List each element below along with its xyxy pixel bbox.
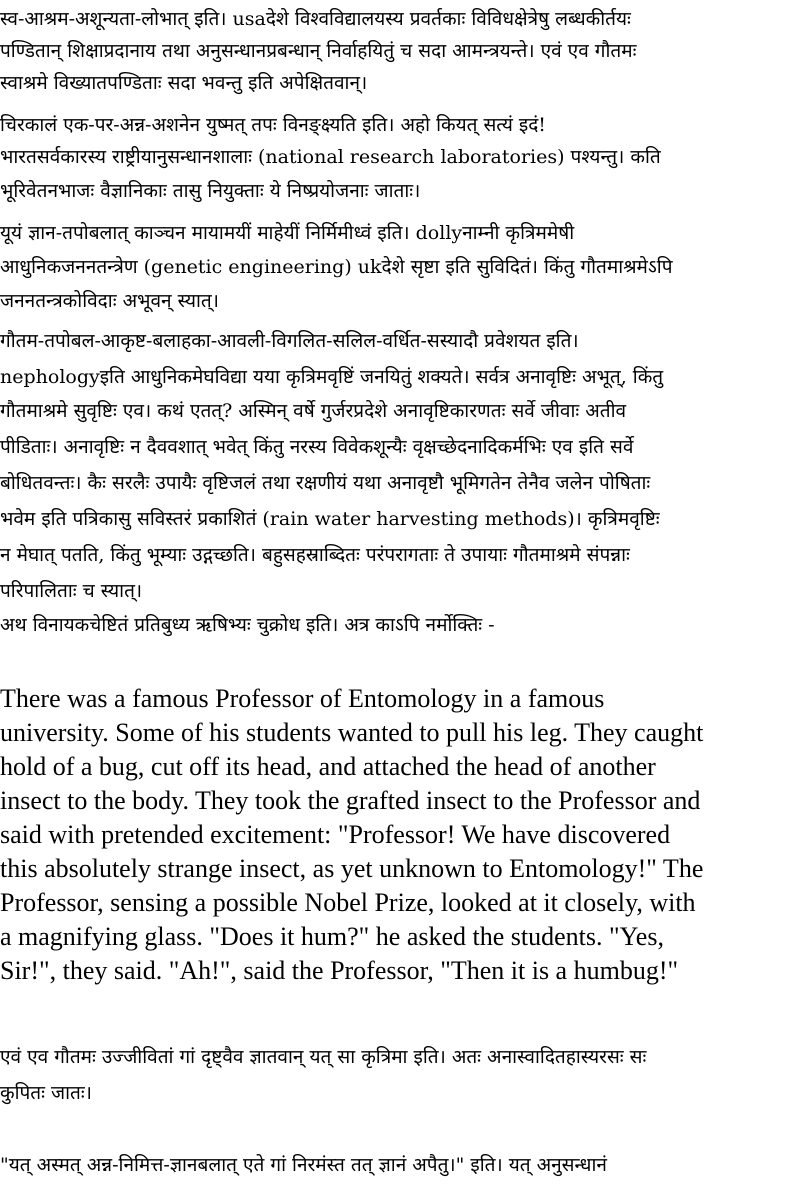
text-line: स्वाश्रमे विख्यातपण्डिताः सदा भवन्तु इति अपेक्षितवान्। xyxy=(0,72,368,94)
text-line: पीडिताः। अनावृष्टिः न दैववशात् भवेत् किंतु नरस्य विवेकशून्यैः वृक्षच्छेदनादिकर्मभिः एव इति सर्वे xyxy=(0,436,634,458)
text-line: भूरिवेतनभाजः वैज्ञानिकाः तासु नियुक्ताः ये निष्प्रयोजनाः जाताः। xyxy=(0,180,421,202)
text-line: भारतसर्वकारस्य राष्ट्रीयानुसन्धानशालाः (national research laboratories) पश्यन्तु। कति xyxy=(0,146,661,168)
text-line: "यत् अस्मत् अन्न-निमित्त-ज्ञानबलात् एते गां निरमंस्त तत् ज्ञानं अपैतु।" इति। यत् अनुसन्धानं xyxy=(0,1154,607,1176)
text-line: आधुनिकजननतन्त्रेण (genetic engineering) ukदेशे सृष्टा इति सुविदितं। किंतु गौतमाश्रमेऽपि xyxy=(0,256,673,278)
text-line: nephologyइति आधुनिकमेघविद्या यया कृत्रिमवृष्टिं जनयितुं शक्यते। सर्वत्र अनावृष्टिः अभूत्, किंतु xyxy=(0,366,664,388)
text-line: a magnifying glass. "Does it hum?" he asked the students. "Yes, xyxy=(0,922,664,951)
text-line: बोधितवन्तः। कैः सरलैः उपायैः वृष्टिजलं तथा रक्षणीयं यथा अनावृष्टौ भूमिगतेन तेनैव जलेन पोषिताः xyxy=(0,472,651,494)
text-line: चिरकालं एक-पर-अन्न-अशनेन युष्मत् तपः विनङ्क्ष्यति इति। अहो कियत् सत्यं इदं! xyxy=(0,114,546,136)
text-line: There was a famous Professor of Entomology in a famous xyxy=(0,684,605,713)
text-line: यूयं ज्ञान-तपोबलात् काञ्चन मायामयीं माहेयीं निर्मिमीध्वं इति। dollyनाम्नी कृत्रिममेषी xyxy=(0,222,575,244)
text-line: university. Some of his students wanted to pull his leg. They caught xyxy=(0,718,704,747)
text-line: insect to the body. They took the grafted insect to the Professor and xyxy=(0,786,701,815)
text-line: said with pretended excitement: "Professor! We have discovered xyxy=(0,820,671,849)
text-line: गौतमाश्रमे सुवृष्टिः एव। कथं एतत्? अस्मिन् वर्षे गुर्जरप्रदेशे अनावृष्टिकारणतः सर्वे जीवाः अतीव xyxy=(0,400,627,422)
text-line: न मेघात् पतति, किंतु भूम्याः उद्गच्छति। बहुसहस्राब्दितः परंपरागताः ते उपायाः गौतमाश्रमे संपन्नाः xyxy=(0,544,630,566)
text-line: एवं एव गौतमः उज्जीवितां गां दृष्ट्वैव ज्ञातवान् यत् सा कृत्रिमा इति। अतः अनास्वादितहास्यरसः सः xyxy=(0,1046,647,1068)
text-line: स्व-आश्रम-अशून्यता-लोभात् इति। usaदेशे विश्वविद्यालयस्य प्रवर्तकाः विविधक्षेत्रेषु लब्धकीर्तयः xyxy=(0,8,631,30)
text-line: पण्डितान् शिक्षाप्रदानाय तथा अनुसन्धानप्रबन्धान् निर्वाहयितुं च सदा आमन्त्रयन्ते। एवं एव गौतमः xyxy=(0,40,637,62)
text-line: परिपालिताः च स्यात्। xyxy=(0,580,143,602)
text-line: जननतन्त्रकोविदाः अभूवन् स्यात्। xyxy=(0,290,219,312)
text-line: अथ विनायकचेष्टितं प्रतिबुध्य ऋषिभ्यः चुक्रोध इति। अत्र काऽपि नर्मोक्तिः - xyxy=(0,614,495,636)
text-line: गौतम-तपोबल-आकृष्ट-बलाहका-आवली-विगलित-सलिल-वर्धित-सस्यादौ प्रवेशयत इति। xyxy=(0,330,579,352)
text-line: Professor, sensing a possible Nobel Prize, looked at it closely, with xyxy=(0,888,696,917)
text-line: hold of a bug, cut off its head, and attached the head of another xyxy=(0,752,656,781)
text-line: Sir!", they said. "Ah!", said the Professor, "Then it is a humbug!" xyxy=(0,956,679,985)
text-line: this absolutely strange insect, as yet unknown to Entomology!" The xyxy=(0,854,704,883)
text-line: कुपितः जातः। xyxy=(0,1082,92,1104)
text-line: भवेम इति पत्रिकासु सविस्तरं प्रकाशितं (rain water harvesting methods)। कृत्रिमवृष्टिः xyxy=(0,508,660,530)
